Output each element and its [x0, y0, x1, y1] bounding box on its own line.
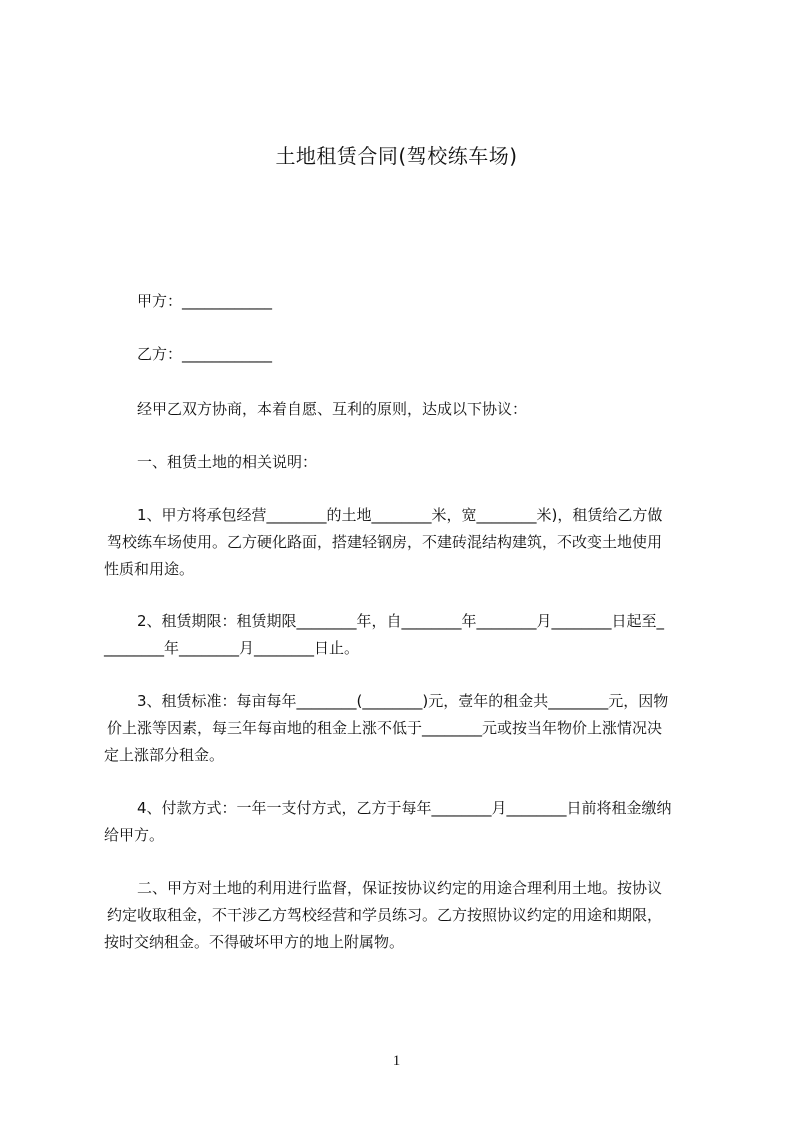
- document-title: 土地租赁合同(驾校练车场): [275, 144, 518, 168]
- party-a-line: 甲方：____________: [137, 292, 273, 310]
- section-2-line-3: 按时交纳租金。不得破坏甲方的地上附属物。: [104, 933, 405, 951]
- section-2-line-1: 二、甲方对土地的利用进行监督，保证按协议约定的用途合理利用土地。按协议: [137, 879, 663, 897]
- clause-4-line-2: 给甲方。: [104, 826, 165, 844]
- clause-3-line-3: 定上涨部分租金。: [104, 746, 225, 764]
- clause-1-line-2: 驾校练车场使用。乙方硬化路面，搭建轻钢房，不建砖混结构建筑，不改变土地使用: [107, 533, 663, 551]
- clause-1-line-1: 1、甲方将承包经营________的土地________米，宽________米)，租赁给乙方做: [137, 506, 663, 524]
- clause-3-line-2: 价上涨等因素，每三年每亩地的租金上涨不低于________元或按当年物价上涨情况决: [107, 719, 663, 737]
- clause-4-line-1: 4、付款方式：一年一支付方式，乙方于每年________月________日前将租金缴纳: [137, 799, 672, 817]
- clause-2-line-1: 2、租赁期限：租赁期限________年，自________年________月________日起至_: [137, 612, 665, 630]
- section-2-line-2: 约定收取租金，不干涉乙方驾校经营和学员练习。乙方按照协议约定的用途和期限，: [107, 906, 663, 924]
- preamble: 经甲乙双方协商，本着自愿、互利的原则，达成以下协议：: [137, 400, 528, 418]
- party-b-line: 乙方：____________: [137, 345, 273, 363]
- clause-3-line-1: 3、租赁标准：每亩每年________(________)元，壹年的租金共________元，因物: [137, 692, 669, 710]
- clause-2-line-2: ________年________月________日止。: [104, 639, 360, 657]
- clause-1-line-3: 性质和用途。: [104, 560, 195, 578]
- page-number: 1: [392, 1053, 401, 1069]
- section-1-heading: 一、租赁土地的相关说明：: [137, 453, 318, 471]
